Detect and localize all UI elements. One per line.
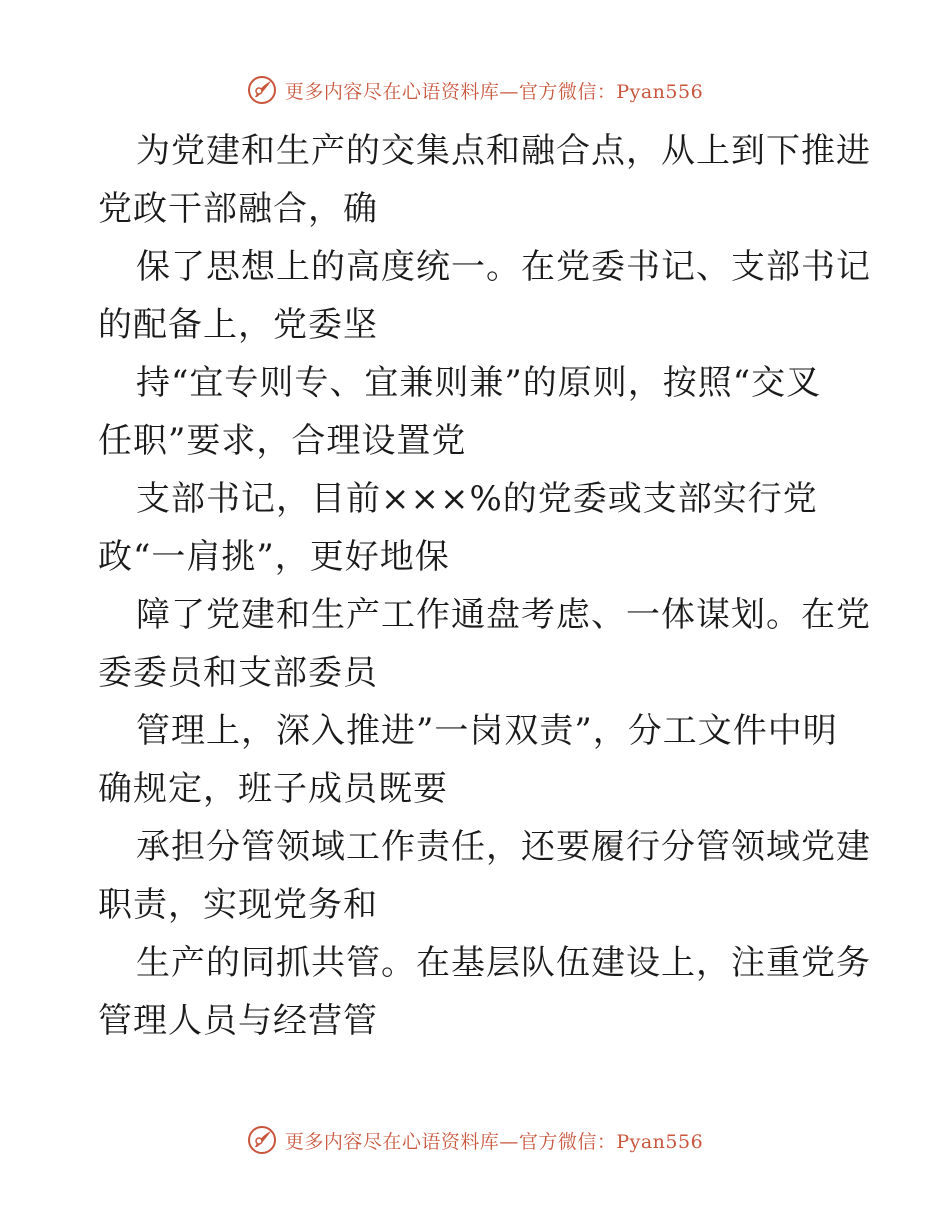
body-line: 持“宜专则专、宜兼则兼”的原则，按照“交叉 [136, 363, 822, 403]
body-line: 生产的同抓共管。在基层队伍建设上，注重党务 [136, 943, 871, 983]
body-line: 职责，实现党务和 [98, 885, 378, 925]
body-line: 障了党建和生产工作通盘考虑、一体谋划。在党 [136, 595, 871, 635]
quill-logo-icon [247, 1125, 277, 1155]
body-line: 任职”要求，合理设置党 [98, 421, 467, 461]
body-line: 政“一肩挑”，更好地保 [98, 537, 450, 577]
header-banner-text: 更多内容尽在心语资料库—官方微信：Pyan556 [284, 80, 704, 103]
footer-banner [0, 1120, 950, 1160]
body-line: 管理上，深入推进”一岗双责”，分工文件中明 [136, 711, 838, 751]
document-body [98, 122, 871, 1050]
footer-banner-text: 更多内容尽在心语资料库—官方微信：Pyan556 [284, 1130, 704, 1153]
body-line: 的配备上，党委坚 [98, 305, 378, 345]
body-line: 保了思想上的高度统一。在党委书记、支部书记 [136, 247, 871, 287]
body-line: 承担分管领域工作责任，还要履行分管领域党建 [136, 827, 871, 867]
header-banner [0, 70, 950, 110]
body-line: 党政干部融合，确 [98, 189, 378, 229]
body-line: 管理人员与经营管 [98, 1001, 378, 1041]
body-line: 确规定，班子成员既要 [98, 769, 448, 809]
body-line: 支部书记，目前×××%的党委或支部实行党 [136, 479, 818, 519]
quill-logo-icon [247, 75, 277, 105]
body-line: 为党建和生产的交集点和融合点，从上到下推进 [136, 131, 871, 171]
body-line: 委委员和支部委员 [98, 653, 378, 693]
